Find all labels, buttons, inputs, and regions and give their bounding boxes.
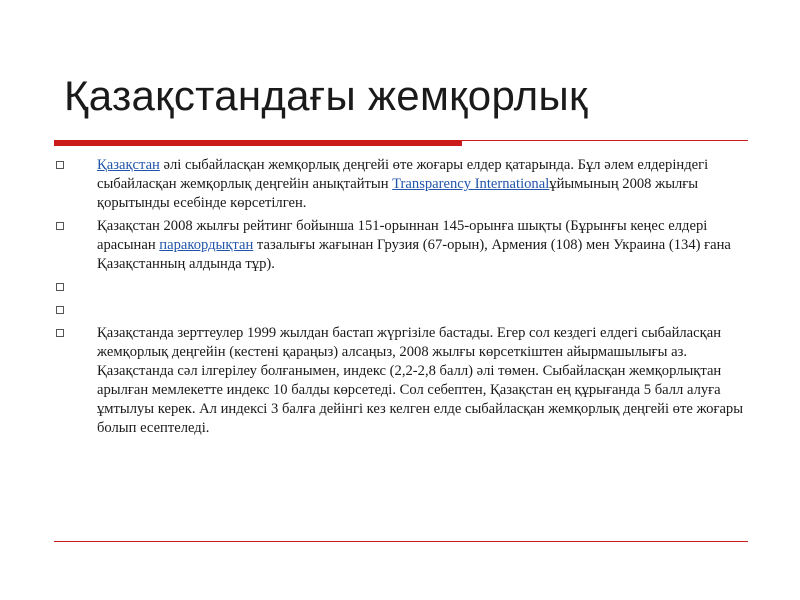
square-bullet-icon	[56, 306, 64, 314]
bullet-text: әлі сыбайласқан жемқорлық деңгейі өте жоғары елдер қатарында. Бұл әлем елдеріндегі сыбайласқан жемқорлық деңгейін анықтайтын	[97, 157, 709, 192]
title-underline-thin	[462, 140, 748, 141]
bullet-item-5	[54, 324, 754, 438]
bullet-list	[54, 156, 754, 442]
square-bullet-icon	[56, 283, 64, 291]
bullet-text: тазалығы жағынан Грузия (67-орын), Армения (108) мен Украина (134) ғана Қазақстанның алдында тұр).	[97, 237, 731, 272]
title-underline-thick	[54, 140, 462, 146]
kazakhstan-link[interactable]: Қазақстан	[97, 157, 160, 173]
bullet-item-3	[54, 278, 754, 297]
transparency-international-link[interactable]: Transparency International	[392, 176, 550, 192]
bullet-text: Қазақстан 2008 жылғы рейтинг бойынша 151-орыннан 145-орынға шықты (Бұрынғы кеңес елдері арасынан	[97, 218, 708, 253]
footer-divider	[54, 541, 748, 542]
slide-title: Қазақстандағы жемқорлық	[64, 72, 588, 119]
bullet-text: ұйымының 2008 жылғы қорытынды есебінде көрсетілген.	[97, 176, 699, 211]
parakordyq-link[interactable]: паракордықтан	[159, 237, 254, 253]
square-bullet-icon	[56, 161, 64, 169]
bullet-text: Қазақстанда зерттеулер 1999 жылдан бастап жүргізіле бастады. Егер сол кездегі елдегі сыбайласқан жемқорлық деңгейін (кестені қараңыз) алсаңыз, 2008 жылғы көрсеткіштен айырмашылығы аз. Қазақстанда сәл ілгерілеу болғанымен, индекс (2,2-2,8 балл) әлі төмен. Сыбайласқан жемқорлықтан арылған мемлекетте индекс 10 балды көрсетеді. Сол себептен, Қазақстан ең құрығанда 5 балл алуға ұмтылуы керек. Ал индексі 3 балға дейінгі кез келген елде сыбайласқан жемқорлық деңгейі өте жоғары болып есептеледі.	[97, 325, 744, 436]
bullet-item-1	[54, 156, 754, 213]
bullet-item-2	[54, 217, 754, 274]
square-bullet-icon	[56, 329, 64, 337]
square-bullet-icon	[56, 222, 64, 230]
bullet-item-4	[54, 301, 754, 320]
